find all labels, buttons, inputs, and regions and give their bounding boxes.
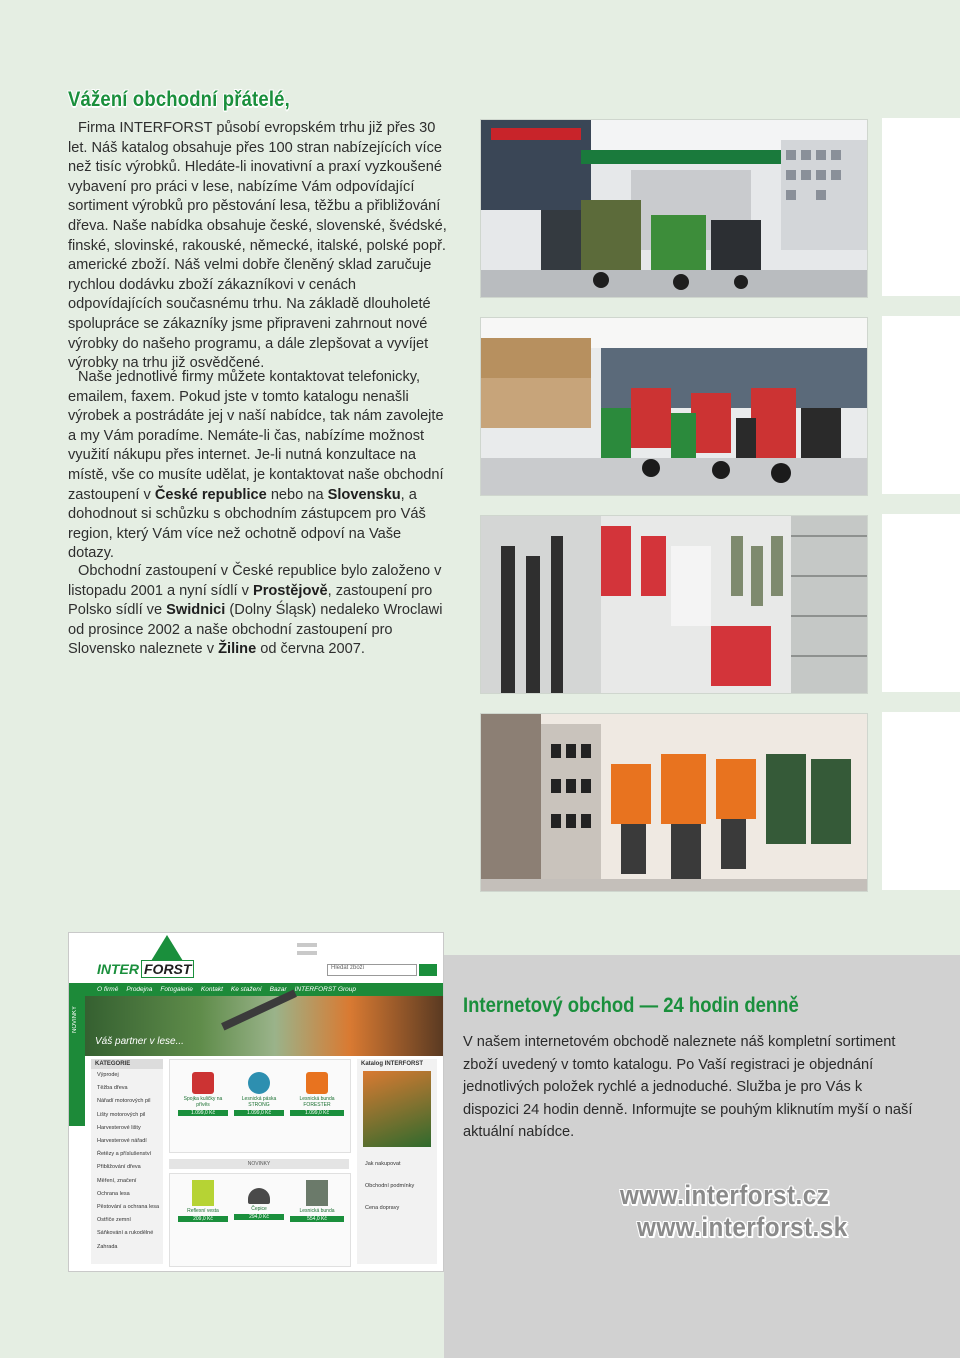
photo-clothing bbox=[480, 713, 868, 892]
web-nav-item[interactable]: O firmě bbox=[97, 986, 119, 993]
web-nav-bar bbox=[69, 983, 443, 996]
web-link[interactable]: Obchodní podmínky bbox=[365, 1183, 415, 1189]
intro-paragraph-1: Firma INTERFORST působí evropském trhu již přes 30 let. Náš katalog obsahuje přes 100 stran nabízejících více než tisíc výrobků. Hledáte-li inovativní a praxí vyzkoušené vybavení pro práci v lese, nabízíme Vám odpovídající sortiment výrobků pro pěstování lesa, těžbu a přibližování dřeva. Naše nabídka obsahuje české, slovenské, švédské, finské, slovinské, rakouské, německé, italské, polské popř. americké zboží. Náš velmi dobře členěný sklad zaručuje rychlou dodávku zboží zákazníkovi v cenách odpovídajících současnému trhu. Na základě dlouholeté spolupráce se zákazníky jsme připraveni zahrnout nové výrobky do našeho programu, a dále zlepšovat a vyvíjet výrobky na trhu již osvědčené. bbox=[68, 120, 447, 372]
web-category-item[interactable]: Měření, značení bbox=[97, 1177, 137, 1184]
web-category-item[interactable]: Přibližování dřeva bbox=[97, 1164, 141, 1171]
website-screenshot bbox=[68, 932, 444, 1272]
web-flag-icon bbox=[297, 943, 317, 947]
web-category-item[interactable]: Výprodej bbox=[97, 1072, 119, 1078]
web-link[interactable]: Cena dopravy bbox=[365, 1205, 400, 1211]
web-flag-icon bbox=[297, 951, 317, 955]
product-price: 1.099,0 Kč bbox=[234, 1110, 284, 1116]
url-sk-link[interactable]: www.interforst.sk bbox=[637, 1212, 848, 1242]
web-banner bbox=[69, 996, 443, 1056]
text-run: (Dolny Śląsk) nedaleko Wroclawi od prosince 2002 a naše obchodní zastoupení pro Slovensko naleznete v bbox=[68, 602, 443, 658]
tree-logo-icon bbox=[151, 935, 183, 961]
product-image bbox=[192, 1072, 214, 1094]
web-category-item[interactable]: Harvesterové nářadí bbox=[97, 1138, 147, 1145]
product-name: Reflexní vesta bbox=[187, 1208, 219, 1214]
web-category-item[interactable]: Ochrana lesa bbox=[97, 1190, 130, 1197]
web-news-title: NOVINKY bbox=[169, 1159, 349, 1169]
web-search-label: Hledat zboží bbox=[331, 965, 365, 971]
web-product-card[interactable] bbox=[178, 1180, 228, 1258]
web-category-list bbox=[91, 1069, 163, 1254]
product-price: 209,0 Kč bbox=[178, 1216, 228, 1222]
product-price: 1.099,0 Kč bbox=[290, 1110, 344, 1116]
web-category-item[interactable]: Harvesterové lišty bbox=[97, 1124, 141, 1131]
product-image bbox=[306, 1072, 328, 1094]
product-price: 294,0 Kč bbox=[234, 1214, 284, 1220]
city-zilina: Žiline bbox=[218, 641, 257, 658]
web-product-card[interactable] bbox=[234, 1180, 284, 1258]
web-side-tab[interactable] bbox=[69, 996, 85, 1126]
logo-forst: FORST bbox=[141, 960, 194, 978]
catalog-cover-image[interactable] bbox=[363, 1071, 431, 1147]
text-run: Obchodní zastoupení v České republice bylo založeno v listopadu 2001 a nyní sídlí v bbox=[68, 563, 442, 599]
edge-tab bbox=[882, 316, 960, 494]
text-run: Naše jednotlivé firmy můžete kontaktovat telefonicky, emailem, faxem. Pokud jste v tomto katalogu nenašli výrobek a postrádáte jej v naší nabídce, tak nám zavolejte a my Vám poradíme. Nemáte-li čas, nabízíme možnost využití nákupu přes internet. Je-li nutná konzultace na místě, vše co musíte udělat, je kontaktovat naše obchodní zastoupení v bbox=[68, 369, 444, 503]
product-name: Lesnická páska STRONG bbox=[241, 1096, 277, 1108]
chain-bar-image bbox=[221, 989, 297, 1030]
web-right-panel bbox=[357, 1059, 437, 1264]
intro-heading: Vážení obchodní přátelé, bbox=[68, 88, 290, 111]
product-name: Lesnická bunda FORESTER bbox=[299, 1096, 335, 1108]
edge-tab bbox=[882, 118, 960, 296]
country-slovakia: Slovensku bbox=[327, 486, 401, 503]
web-link[interactable]: Jak nakupovat bbox=[365, 1161, 401, 1167]
intro-paragraph-3 bbox=[68, 562, 448, 660]
text-run: od června 2007. bbox=[256, 641, 365, 658]
product-price: 554,0 Kč bbox=[290, 1216, 344, 1222]
product-price: 1.099,0 Kč bbox=[178, 1110, 228, 1116]
web-header bbox=[69, 933, 443, 983]
product-image bbox=[306, 1180, 328, 1206]
web-panel-title: Katalog INTERFORST bbox=[361, 1061, 424, 1067]
country-czech: České republice bbox=[154, 486, 267, 503]
web-nav-item[interactable]: INTERFORST Group bbox=[294, 986, 357, 993]
city-swidnica: Swidnici bbox=[166, 602, 226, 619]
web-sidebar-title: KATEGORIE bbox=[91, 1059, 163, 1069]
web-right-links bbox=[357, 1153, 437, 1219]
web-category-item[interactable]: Ostřiče zemní bbox=[97, 1217, 131, 1224]
photo-mower-row bbox=[480, 317, 868, 496]
photo-shop-mowers bbox=[480, 119, 868, 298]
logo-inter: INTER bbox=[97, 961, 139, 977]
web-products-bottom bbox=[169, 1173, 351, 1267]
web-category-item[interactable]: Sáňkování a rukodělné bbox=[97, 1230, 154, 1237]
text-run: nebo na bbox=[266, 486, 328, 503]
edge-tab bbox=[882, 712, 960, 890]
web-category-item[interactable]: Nářadí motorových pil bbox=[97, 1098, 151, 1105]
web-product-card[interactable] bbox=[178, 1072, 228, 1150]
web-search-button[interactable] bbox=[419, 964, 437, 976]
url-cz-link[interactable]: www.interforst.cz bbox=[620, 1180, 830, 1210]
edge-tab bbox=[882, 514, 960, 692]
web-nav-item[interactable]: Ke stažení bbox=[230, 986, 262, 993]
web-category-item[interactable]: Řetězy a příslušenství bbox=[97, 1151, 152, 1158]
text-run: , zastoupení pro Polsko sídlí ve bbox=[68, 582, 433, 619]
product-name: Lesnická bunda bbox=[299, 1208, 335, 1214]
web-sidebar bbox=[91, 1059, 163, 1264]
web-logo bbox=[97, 961, 194, 977]
city-prostejov: Prostějově bbox=[252, 582, 328, 599]
product-name: Čepice bbox=[251, 1206, 267, 1212]
web-category-item[interactable]: Lišty motorových pil bbox=[97, 1111, 146, 1118]
web-category-item[interactable]: Těžba dřeva bbox=[97, 1085, 128, 1092]
web-category-item[interactable]: Pěstování a ochrana lesa bbox=[97, 1204, 160, 1211]
product-image bbox=[192, 1180, 214, 1206]
text-run: , a dohodnout si schůzku s obchodním zástupcem pro Váš region, který Vám více než ochotně odpoví na Vaše dotazy. bbox=[68, 486, 426, 562]
web-slogan: Váš partner v lese... bbox=[95, 1036, 184, 1047]
online-shop-text: V našem internetovém obchodě naleznete náš kompletní sortiment zboží uvedený v tomto katalogu. Po Vaší registraci je objednání jednotlivých položek rychlé a jednoduché. Služba je pro Vás k dispozici 24 hodin denně. Informujte se pouhým kliknutím myší o naší aktuální nabídce. bbox=[463, 1034, 913, 1141]
web-products-top bbox=[169, 1059, 351, 1153]
product-image bbox=[248, 1188, 270, 1204]
product-name: Spojka kuličky na přívěs bbox=[183, 1096, 223, 1108]
web-nav-item[interactable]: Fotogalerie bbox=[160, 986, 193, 993]
web-category-item[interactable]: Zahrada bbox=[97, 1243, 118, 1250]
web-nav-item[interactable]: Kontakt bbox=[200, 986, 223, 993]
photo-tools-wall bbox=[480, 515, 868, 694]
product-image bbox=[248, 1072, 270, 1094]
web-nav-item[interactable]: Prodejna bbox=[126, 986, 153, 993]
web-side-tab-label: NOVINKY bbox=[72, 1006, 78, 1034]
intro-paragraph-2 bbox=[68, 368, 448, 564]
web-product-card[interactable] bbox=[234, 1072, 284, 1150]
online-shop-heading: Internetový obchod — 24 hodin denně bbox=[463, 994, 799, 1017]
web-nav-item[interactable]: Bazar bbox=[269, 986, 287, 993]
web-product-card[interactable] bbox=[290, 1072, 344, 1150]
web-product-card[interactable] bbox=[290, 1180, 344, 1258]
